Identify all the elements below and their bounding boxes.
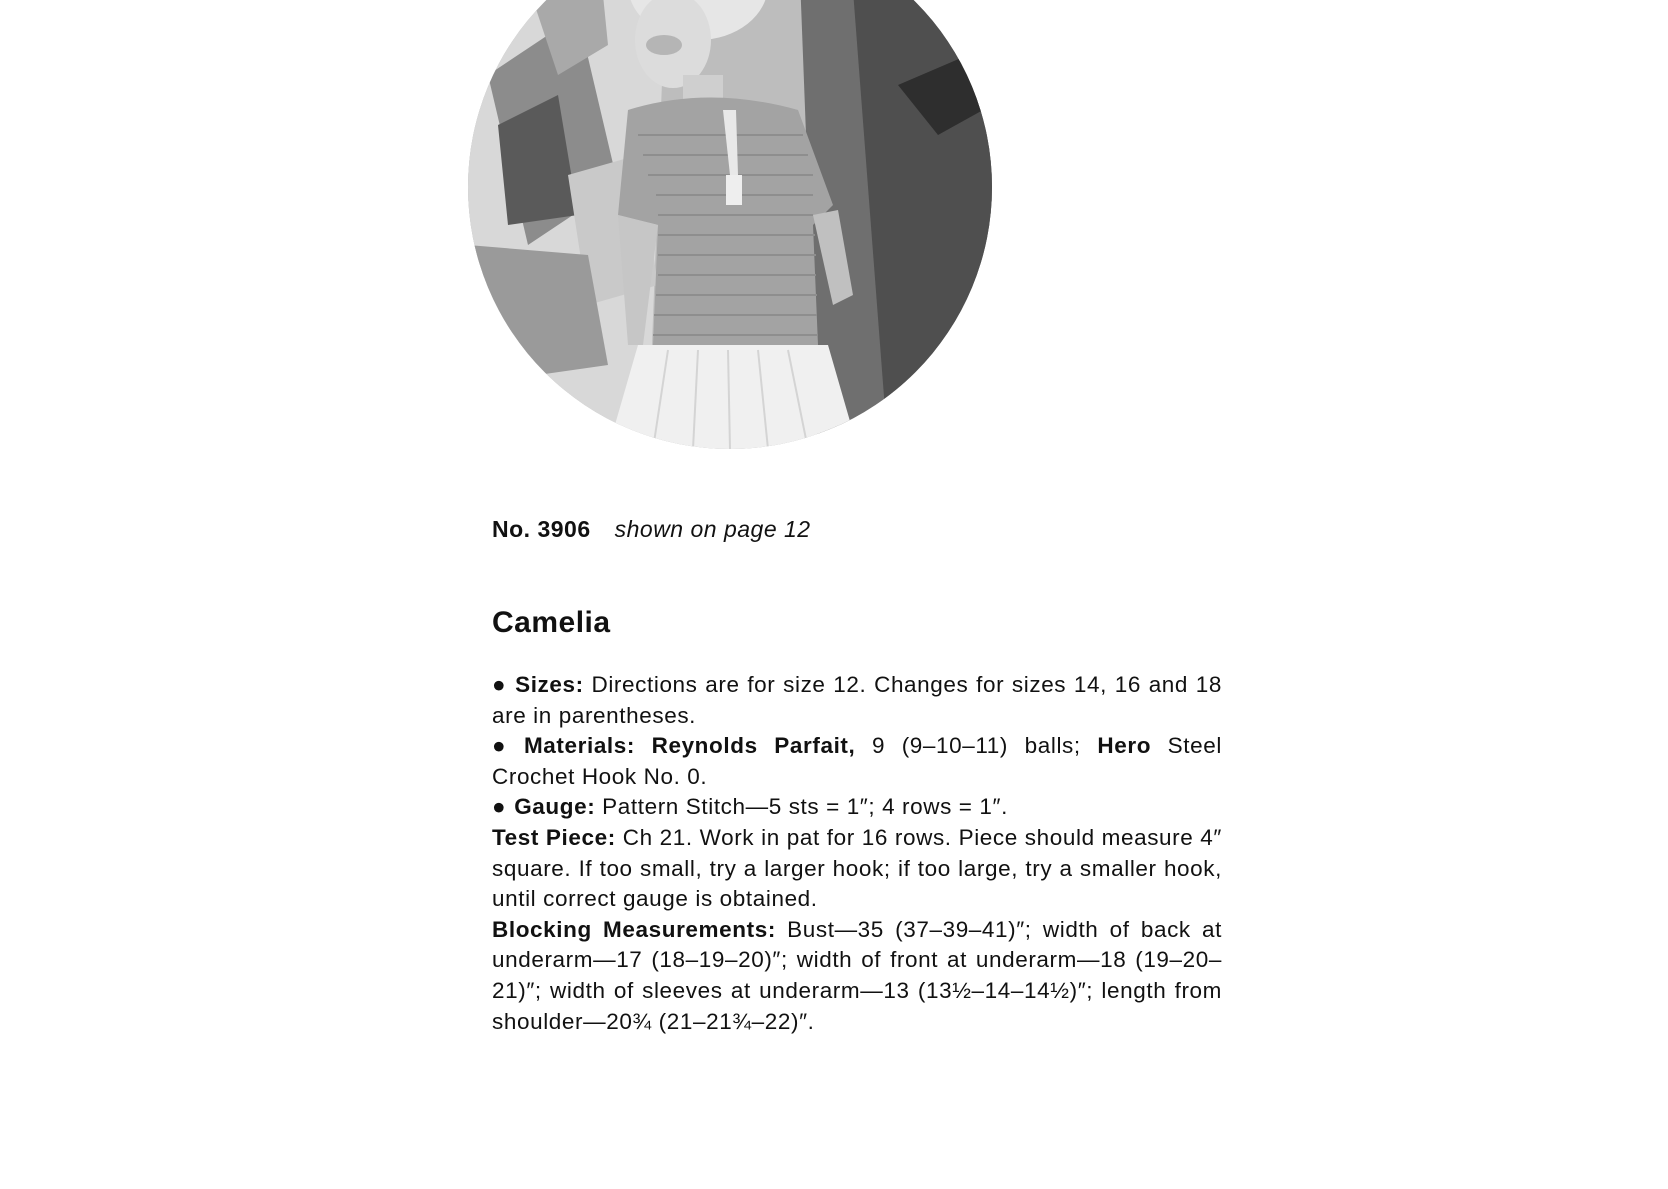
bullet-icon: ● xyxy=(492,733,516,759)
pattern-header xyxy=(492,516,811,543)
test-piece-paragraph xyxy=(492,823,1222,915)
materials-text-yarn: 9 (9–10–11) balls; xyxy=(871,733,1081,759)
pattern-instructions xyxy=(492,670,1222,1037)
test-piece-label: Test Piece: xyxy=(492,824,616,850)
pattern-number: No. 3906 xyxy=(492,516,591,542)
materials-brand-yarn: Reynolds Parfait, xyxy=(651,733,856,759)
model-photo xyxy=(468,0,992,449)
materials-brand-hook: Hero xyxy=(1097,733,1152,759)
blocking-text: Bust—35 (37–39–41)″; width of back at underarm—17 (18–19–20)″; width of front at underarm—18 (19–20–21)″; width of sleeves at underarm—13 (13½–14–14½)″; length from shoulder—20¾ (21–21¾–22)″. xyxy=(492,916,1222,1034)
pattern-title: Camelia xyxy=(492,606,611,639)
materials-text-hook: Steel Crochet Hook No. 0. xyxy=(492,733,1222,789)
shown-on-page: shown on page 12 xyxy=(614,516,811,542)
sizes-paragraph xyxy=(492,670,1222,731)
sizes-label: Sizes: xyxy=(515,672,584,697)
test-piece-text: Ch 21. Work in pat for 16 rows. Piece should measure 4″ square. If too small, try a larger hook; if too large, try a smaller hook, until correct gauge is obtained. xyxy=(492,824,1222,912)
materials-paragraph xyxy=(492,731,1222,792)
blocking-paragraph xyxy=(492,915,1222,1037)
materials-label: Materials: xyxy=(523,733,635,759)
blocking-label: Blocking Measurements: xyxy=(492,916,776,942)
bullet-icon: ● xyxy=(492,672,508,697)
gauge-paragraph xyxy=(492,792,1222,823)
photo-illustration xyxy=(468,0,992,449)
bullet-icon: ● xyxy=(492,794,507,820)
gauge-label: Gauge: xyxy=(514,794,596,820)
gauge-text: Pattern Stitch—5 sts = 1″; 4 rows = 1″. xyxy=(602,794,1008,820)
sizes-text: Directions are for size 12. Changes for sizes 14, 16 and 18 are in parentheses. xyxy=(492,672,1222,728)
